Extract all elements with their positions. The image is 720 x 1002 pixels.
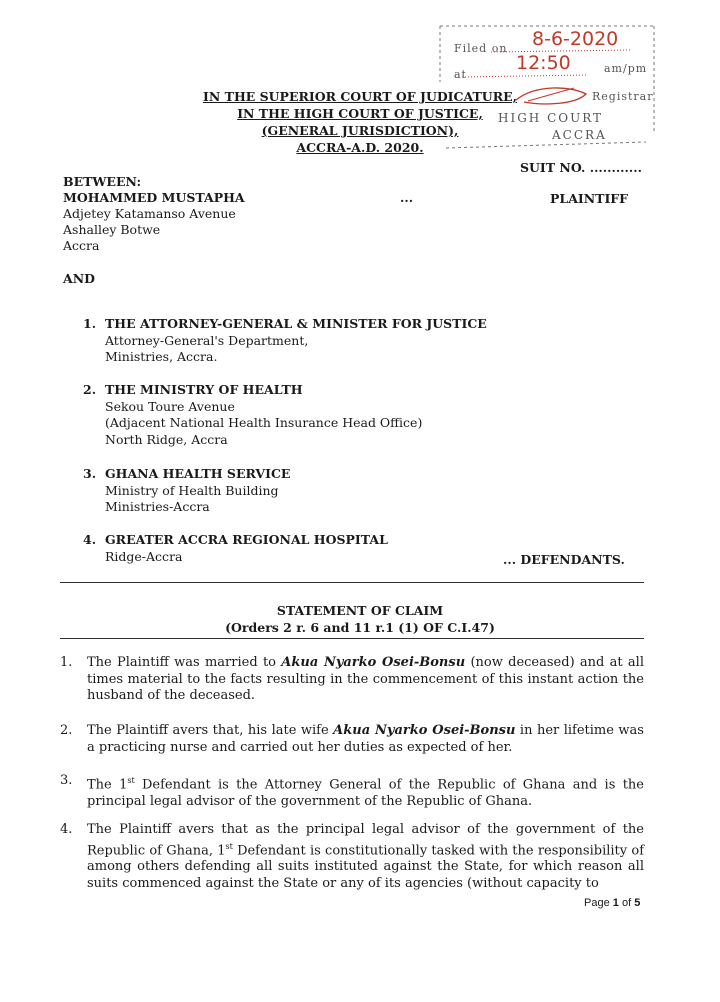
- defendant-3: [105, 466, 290, 516]
- defendant-1: [105, 316, 487, 366]
- defendant-4-number: 4.: [83, 532, 97, 547]
- claim-subtitle: (Orders 2 r. 6 and 11 r.1 (1) OF C.I.47): [225, 620, 495, 635]
- heading-line-4: ACCRA-A.D. 2020.: [296, 140, 424, 155]
- defendant-2-address-3: North Ridge, Accra: [105, 431, 228, 447]
- paragraph-1-text-a: The Plaintiff was married to: [87, 655, 282, 670]
- paragraph-2-deceased-name: Akua Nyarko Osei-Bonsu: [333, 723, 516, 738]
- stamp-at-time: 12:50: [516, 52, 571, 74]
- defendant-1-address-2: Ministries, Accra.: [105, 349, 218, 364]
- defendant-3-name: GHANA HEALTH SERVICE: [105, 466, 291, 481]
- plaintiff-address-3: Accra: [63, 238, 100, 253]
- paragraph-1-deceased-name: Akua Nyarko Osei-Bonsu: [281, 655, 466, 670]
- stamp-ampm: am/pm: [604, 62, 648, 75]
- defendant-4-address-1: Ridge-Accra: [105, 548, 183, 564]
- page-current: 1: [612, 897, 619, 909]
- heading-line-1: IN THE SUPERIOR COURT OF JUDICATURE,: [203, 89, 517, 104]
- defendant-1-number: 1.: [83, 316, 97, 331]
- defendant-2-name: THE MINISTRY OF HEALTH: [105, 382, 303, 397]
- paragraph-1: [60, 655, 644, 705]
- paragraph-3-text-b: Defendant is the Attorney General of the Republic of Ghana and is the principal legal advisor of the government of the Republic of Ghana.: [87, 777, 644, 809]
- plaintiff-address-1: Adjetey Katamanso Avenue: [63, 206, 236, 221]
- paragraph-4-ordinal: st: [225, 841, 233, 851]
- defendant-4-name: GREATER ACCRA REGIONAL HOSPITAL: [105, 532, 388, 547]
- stamp-registrar: Registrar: [592, 90, 654, 103]
- stamp-filed-label: Filed on: [454, 42, 508, 55]
- between-label: BETWEEN:: [63, 174, 142, 189]
- defendant-2-address-2: (Adjacent National Health Insurance Head Office): [105, 415, 423, 430]
- paragraph-3-ordinal: st: [127, 776, 135, 785]
- paragraph-4-text-a: The Plaintiff avers that as the principal legal advisor of the government of the Republic of Ghana, 1: [87, 822, 644, 858]
- paragraph-3-text-a: The 1: [87, 777, 128, 793]
- defendant-3-address-2: Ministries-Accra: [105, 499, 210, 514]
- defendant-3-number: 3.: [83, 466, 97, 481]
- defendant-1-address-1: Attorney-General's Department,: [105, 332, 309, 348]
- paragraph-3: [60, 773, 644, 810]
- stamp-filed-date: 8-6-2020: [532, 28, 619, 50]
- defendants-role: ... DEFENDANTS.: [503, 552, 625, 567]
- divider-bottom: [60, 638, 644, 639]
- divider-top: [60, 582, 644, 583]
- plaintiff-address-2: Ashalley Botwe: [63, 222, 161, 237]
- defendant-2-number: 2.: [83, 382, 97, 397]
- page-number: [584, 897, 640, 909]
- defendant-2: [105, 382, 422, 448]
- defendant-4: [105, 532, 388, 565]
- plaintiff-dots: ...: [400, 190, 414, 205]
- stamp-city: ACCRA: [552, 128, 607, 142]
- defendant-3-address-1: Ministry of Health Building: [105, 482, 279, 498]
- stamp-at-label: at: [454, 68, 467, 81]
- defendant-1-name: THE ATTORNEY-GENERAL & MINISTER FOR JUSTICE: [105, 316, 487, 331]
- defendant-2-address-1: Sekou Toure Avenue: [105, 398, 235, 414]
- paragraph-3-number: 3.: [60, 773, 73, 788]
- page-label: Page: [584, 897, 610, 909]
- suit-number: SUIT NO. ............: [520, 160, 642, 175]
- stamp-court: HIGH COURT: [498, 111, 604, 125]
- and-label: AND: [63, 271, 95, 286]
- heading-line-3: (GENERAL JURISDICTION),: [261, 123, 459, 138]
- paragraph-4-number: 4.: [60, 822, 73, 837]
- paragraph-1-text-b: (now deceased) and at all times material to the facts resulting in the commencement of this instant action the husband of the deceased.: [87, 655, 645, 703]
- claim-title: STATEMENT OF CLAIM: [276, 603, 444, 618]
- court-heading: [150, 88, 570, 156]
- paragraph-1-number: 1.: [60, 655, 73, 670]
- paragraph-2-number: 2.: [60, 723, 73, 738]
- paragraph-2-text-b: in her lifetime was a practicing nurse and carried out her duties as expected of her.: [87, 723, 644, 755]
- plaintiff-role: PLAINTIFF: [550, 191, 629, 206]
- paragraph-2-text-a: The Plaintiff avers that, his late wife: [87, 723, 334, 738]
- paragraph-4: [60, 822, 644, 892]
- paragraph-4-text-b: Defendant is constitutionally tasked with the responsibility of among others defending all suits instituted against the State, for which reason all suits commenced against the State or any of its agencies (without capacity to: [87, 842, 645, 891]
- page-of-label: of: [621, 897, 632, 909]
- page-total: 5: [634, 897, 641, 909]
- paragraph-2: [60, 723, 644, 756]
- heading-line-2: IN THE HIGH COURT OF JUSTICE,: [237, 106, 483, 121]
- plaintiff-name: MOHAMMED MUSTAPHA: [63, 190, 245, 205]
